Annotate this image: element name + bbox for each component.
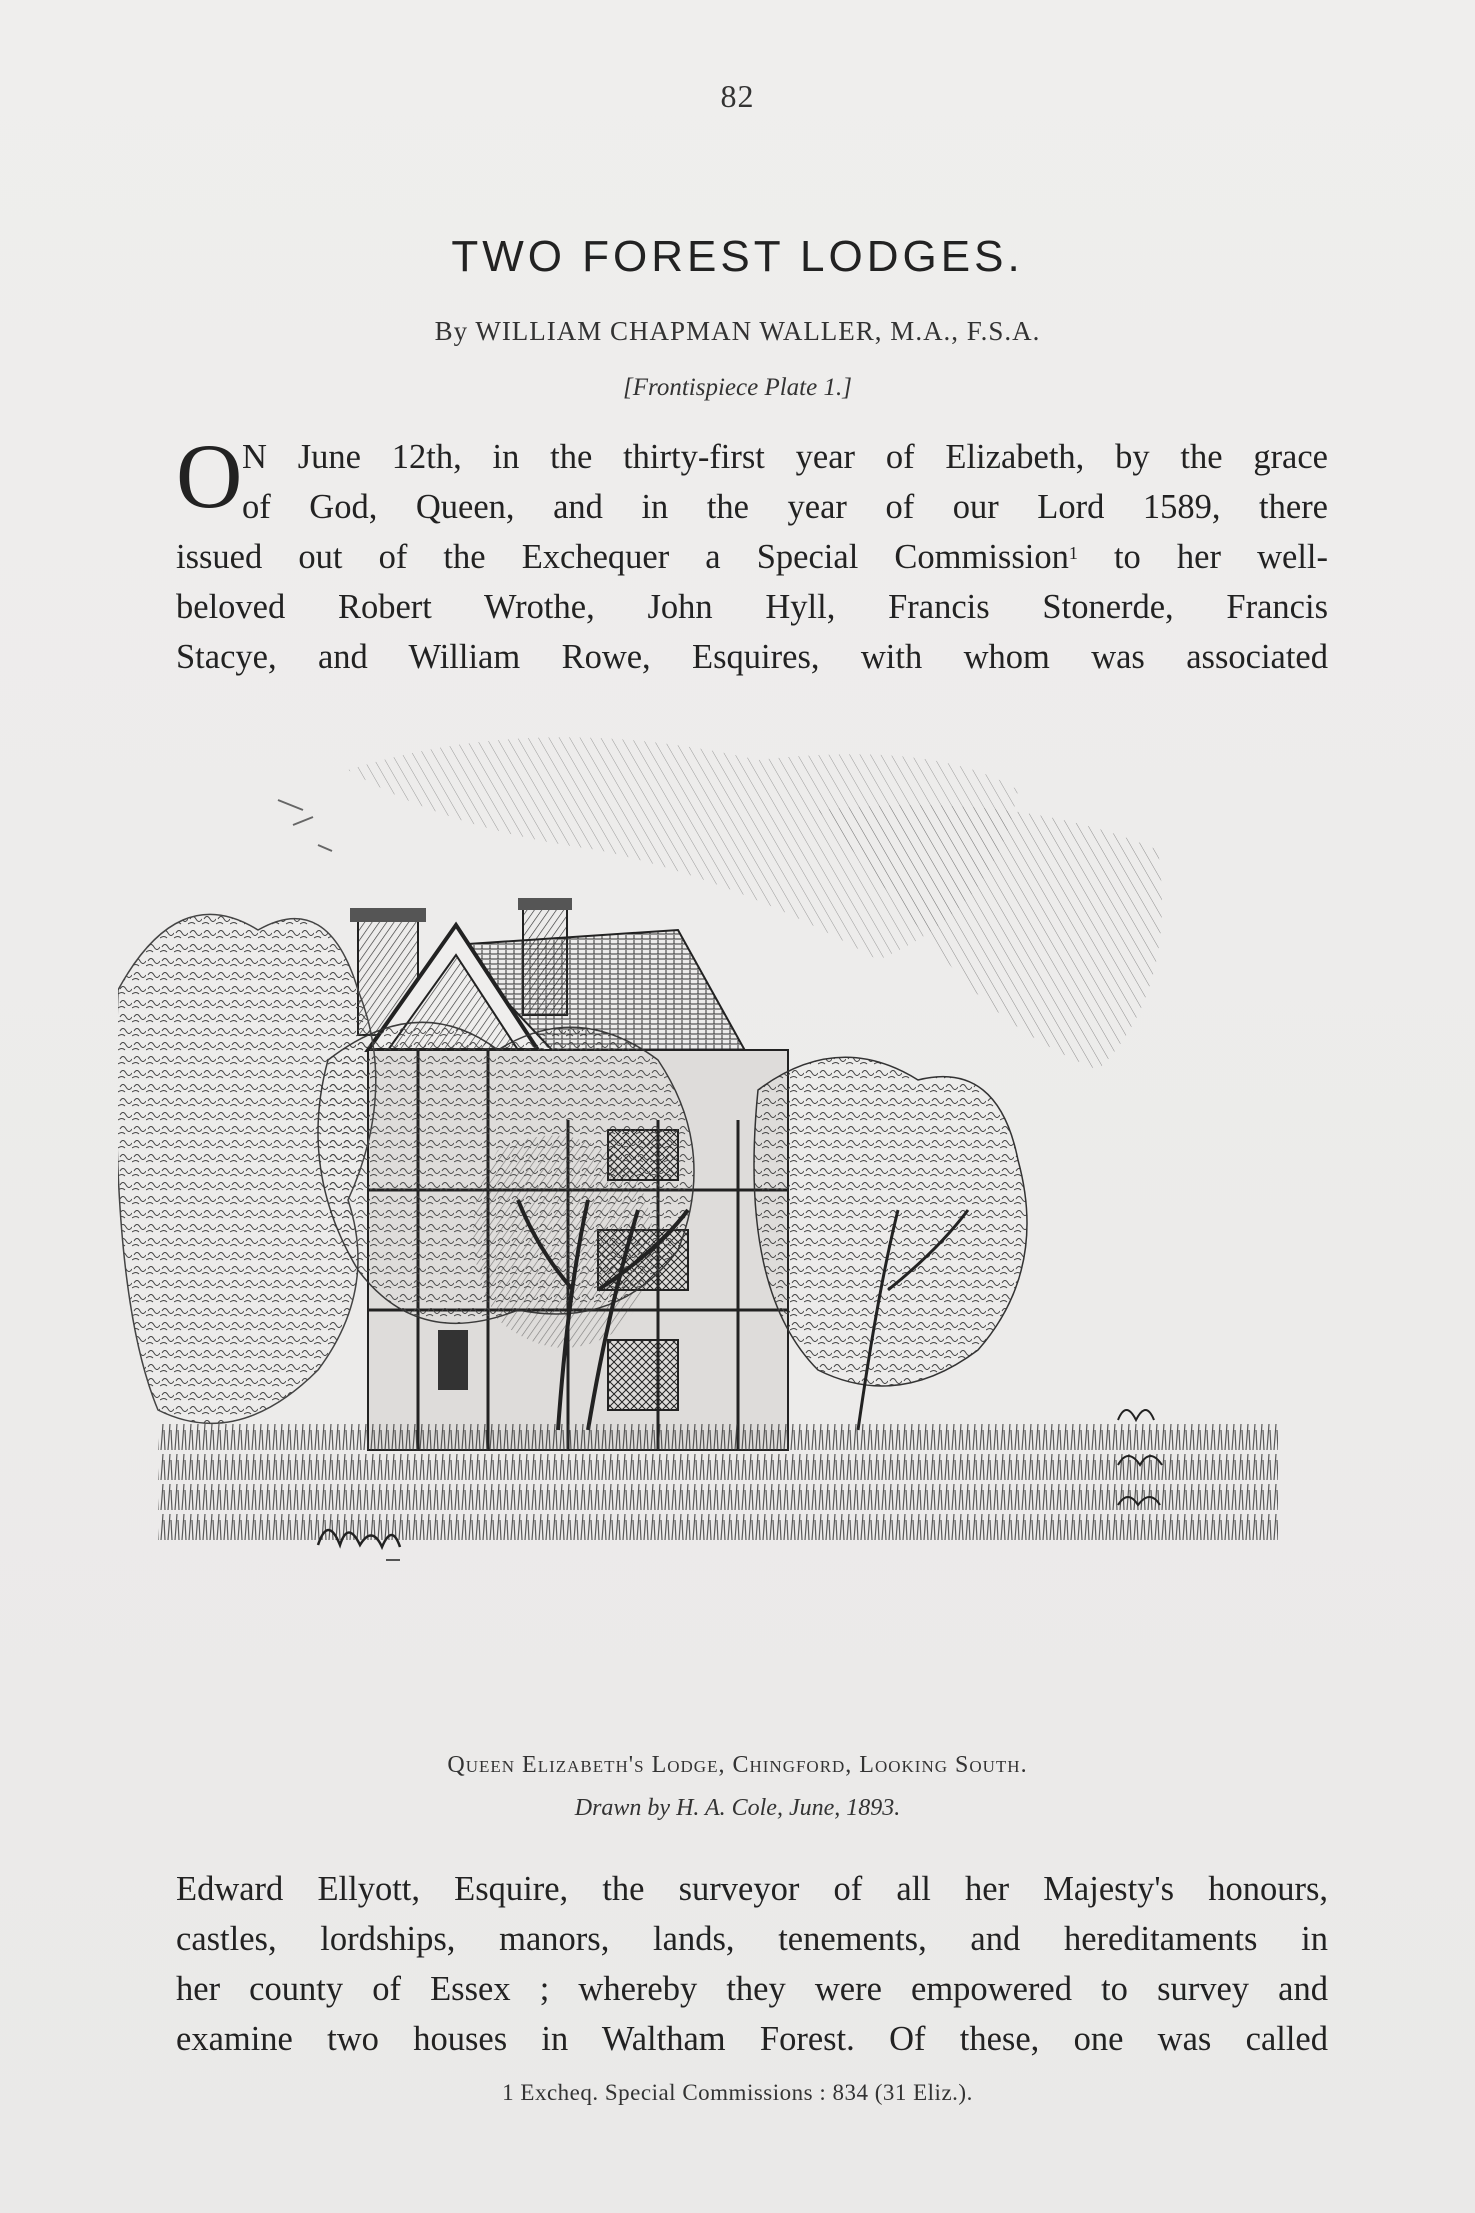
text-line: castles, lordships, manors, lands, tenements, and hereditaments in bbox=[176, 1920, 1328, 1958]
text-line: of God, Queen, and in the year of our Lord 1589, there bbox=[242, 488, 1328, 526]
illustration-credit: Drawn by H. A. Cole, June, 1893. bbox=[574, 1795, 901, 1821]
footnote-marker: 1 bbox=[1068, 543, 1078, 563]
text-line-with-footnote bbox=[176, 532, 1328, 582]
text-line: N June 12th, in the thirty-first year of Elizabeth, by the grace bbox=[242, 438, 1328, 476]
paragraph-2 bbox=[176, 1864, 1328, 2064]
plate-note: [Frontispiece Plate 1.] bbox=[623, 374, 852, 401]
page-number: 82 bbox=[720, 78, 755, 114]
paragraph-1 bbox=[176, 425, 1328, 682]
text-line: examine two houses in Waltham Forest. Of these, one was called bbox=[176, 2020, 1328, 2058]
byline: By WILLIAM CHAPMAN WALLER, M.A., F.S.A. bbox=[434, 316, 1041, 346]
text-line: Edward Ellyott, Esquire, the surveyor of all her Majesty's honours, bbox=[176, 1870, 1328, 1908]
drop-cap: O bbox=[176, 425, 243, 527]
lodge-illustration bbox=[118, 730, 1378, 1730]
footnote: 1 Excheq. Special Commissions : 834 (31 Eliz.). bbox=[502, 2080, 973, 2105]
text-line: beloved Robert Wrothe, John Hyll, Francis Stonerde, Francis bbox=[176, 588, 1328, 626]
text-line: issued out of the Exchequer a Special Commission bbox=[176, 538, 1069, 576]
text-line-tail: to her well- bbox=[1077, 538, 1328, 576]
text-line: her county of Essex ; whereby they were empowered to survey and bbox=[176, 1970, 1328, 2008]
text-line: Stacye, and William Rowe, Esquires, with whom was associated bbox=[176, 638, 1328, 676]
grass-foreground bbox=[158, 1420, 1278, 1540]
illustration-caption: Queen Elizabeth's Lodge, Chingford, Looking South. bbox=[447, 1752, 1028, 1778]
article-title: TWO FOREST LODGES. bbox=[451, 232, 1024, 281]
